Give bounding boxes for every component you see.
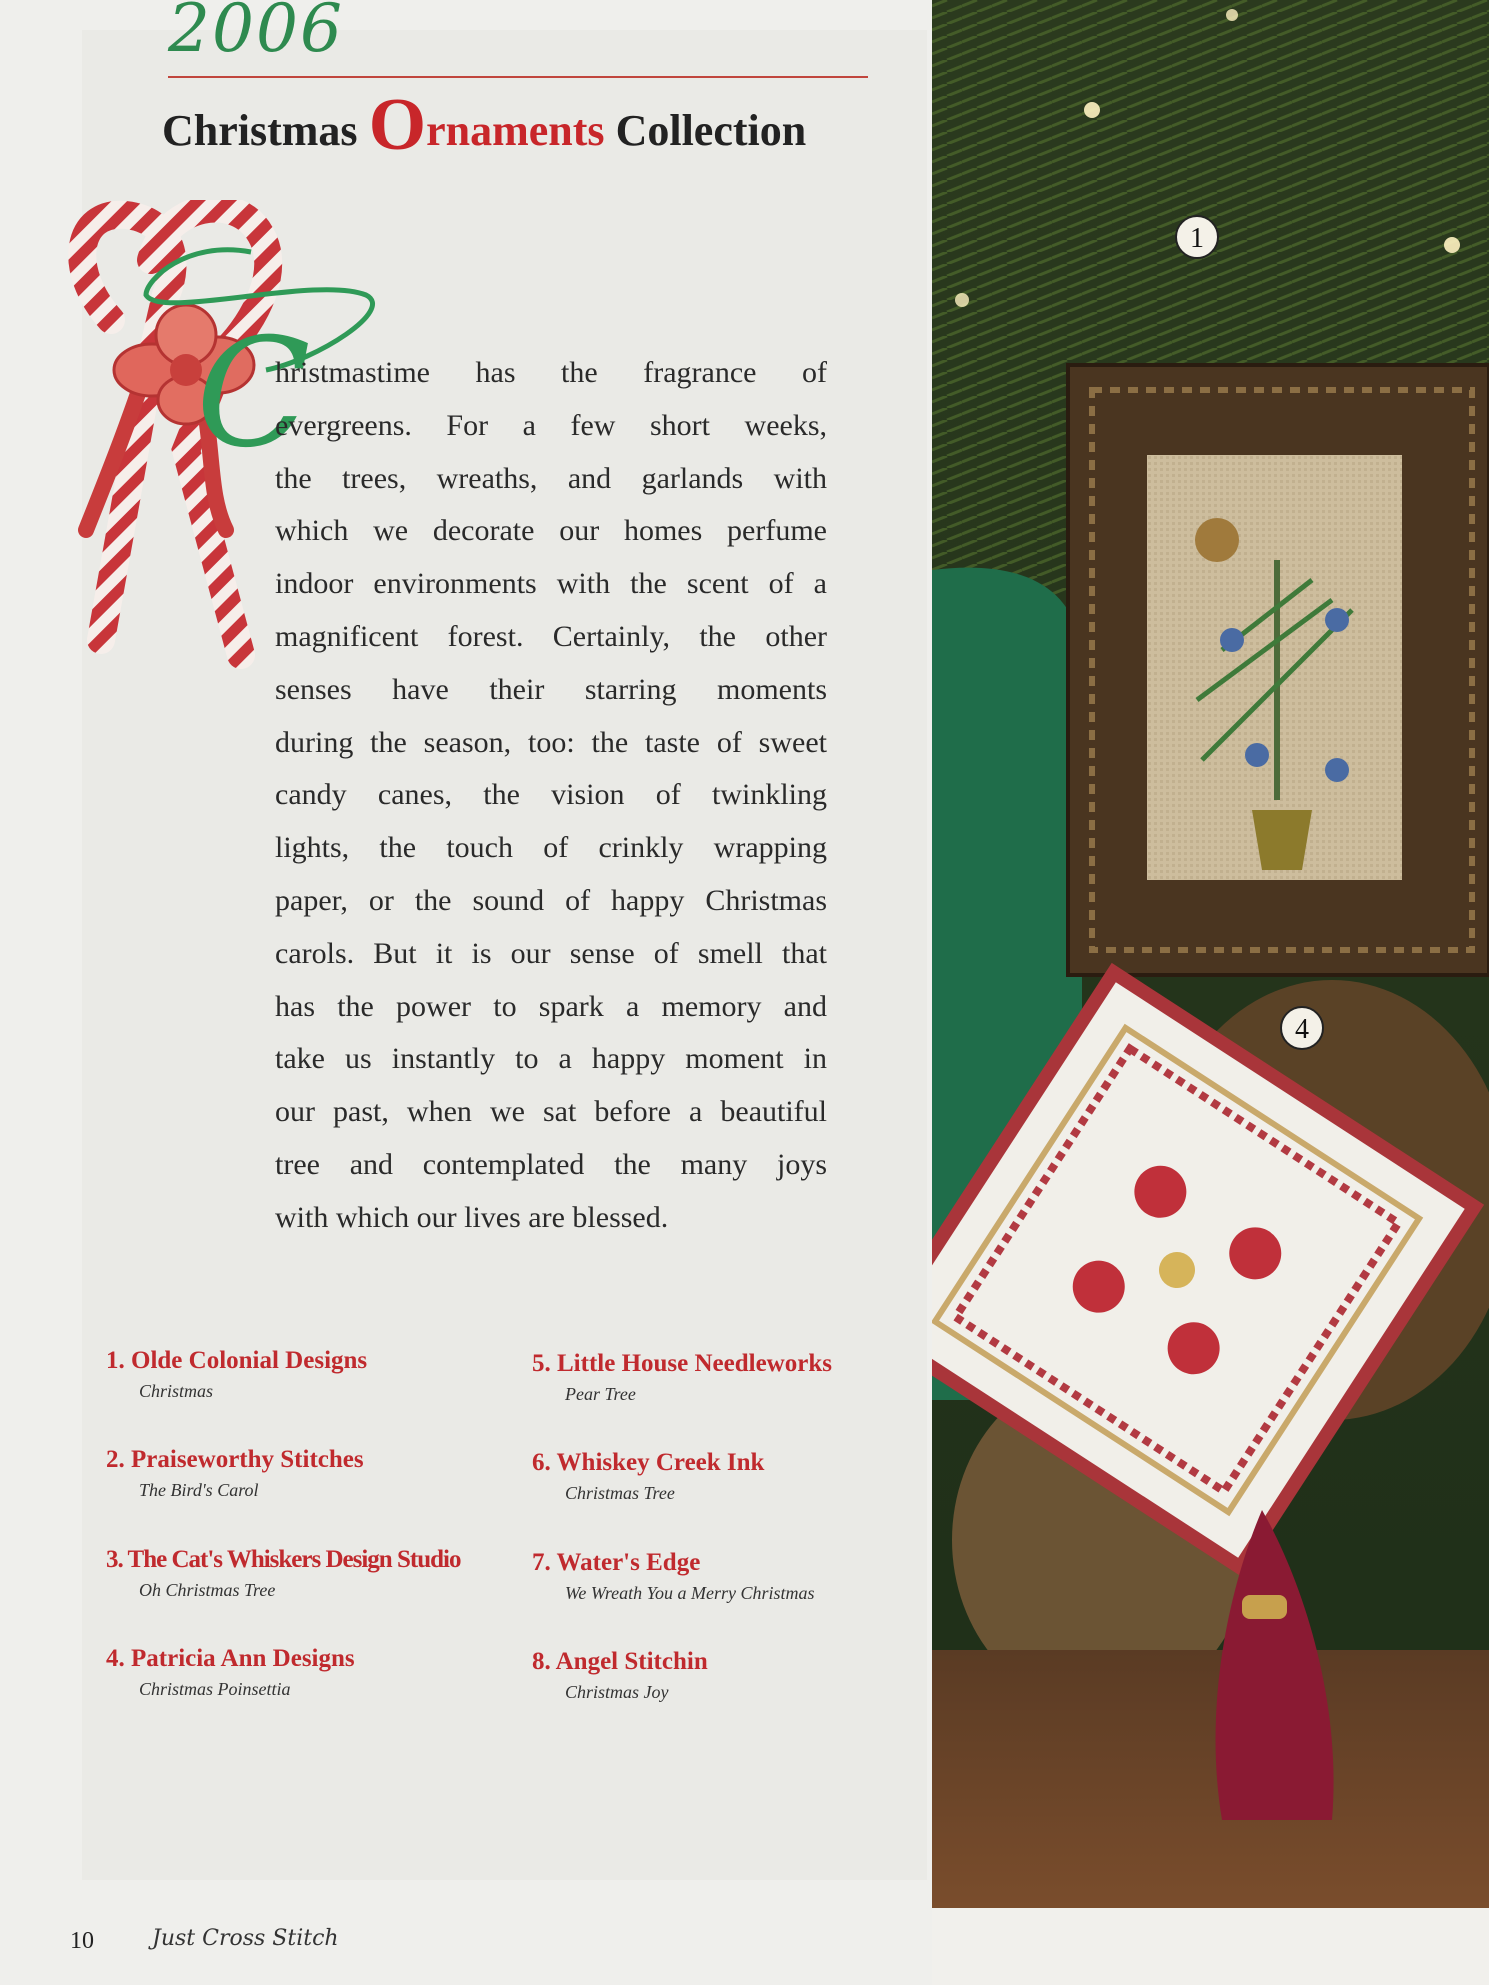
drop-cap-letter: C	[196, 307, 311, 481]
year-heading: 2006	[168, 0, 344, 67]
designer-item-3	[106, 1546, 460, 1601]
intro-line: hristmastime has the fragrance of	[275, 356, 827, 389]
intro-line: carols. But it is our sense of smell that	[275, 936, 827, 970]
photo-marker-label: 1	[1190, 223, 1204, 254]
santa-charm	[1195, 518, 1239, 562]
page-title	[162, 84, 902, 166]
intro-line: our past, when we sat before a beautiful	[275, 1095, 827, 1129]
intro-line: candy canes, the vision of twinkling	[275, 778, 827, 812]
page-number: 10	[70, 1928, 94, 1954]
intro-line: with which our lives are blessed.	[275, 1200, 669, 1234]
designer-item-1	[106, 1347, 367, 1402]
designer-name: 3. The Cat's Whiskers Design Studio	[106, 1546, 461, 1573]
intro-paragraph	[275, 347, 827, 1245]
design-title: Christmas Tree	[565, 1483, 675, 1503]
designer-item-2	[106, 1446, 364, 1501]
intro-line: magnificent forest. Certainly, the other	[275, 619, 827, 653]
title-rule	[168, 76, 868, 78]
intro-line: lights, the touch of crinkly wrapping	[275, 831, 827, 865]
intro-line: indoor environments with the scent of a	[275, 567, 827, 601]
intro-line: take us instantly to a happy moment in	[275, 1042, 827, 1076]
designer-item-7	[532, 1549, 815, 1604]
designer-name: 5. Little House Needleworks	[532, 1350, 832, 1377]
design-title: We Wreath You a Merry Christmas	[565, 1583, 815, 1603]
magazine-name: Just Cross Stitch	[152, 1926, 339, 1951]
ornaments-photo	[932, 0, 1489, 1908]
intro-line: paper, or the sound of happy Christmas	[275, 883, 827, 917]
intro-line: tree and contemplated the many joys	[275, 1147, 827, 1181]
wooden-table	[932, 1650, 1489, 1908]
intro-line: evergreens. For a few short weeks,	[275, 408, 827, 442]
design-title: Oh Christmas Tree	[139, 1580, 276, 1600]
design-title: Christmas Poinsettia	[139, 1679, 291, 1699]
designer-name: 4. Patricia Ann Designs	[106, 1645, 355, 1672]
designer-name: 8. Angel Stitchin	[532, 1648, 708, 1675]
intro-line: senses have their starring moments	[275, 672, 827, 706]
designer-item-8	[532, 1648, 708, 1703]
designer-name: 7. Water's Edge	[532, 1549, 701, 1576]
design-title: Pear Tree	[565, 1384, 636, 1404]
intro-line: has the power to spark a memory and	[275, 989, 827, 1023]
intro-line: the trees, wreaths, and garlands with	[275, 461, 827, 495]
intro-line: which we decorate our homes perfume	[275, 514, 827, 548]
designer-item-5	[532, 1350, 832, 1405]
title-prefix: Christmas	[162, 106, 358, 155]
photo-bottom-margin	[932, 1908, 1489, 1985]
title-ornaments: Ornaments	[368, 84, 605, 166]
title-suffix: Collection	[615, 106, 807, 155]
design-title: Christmas Joy	[565, 1682, 669, 1702]
photo-marker-label: 4	[1295, 1014, 1309, 1045]
designer-item-4	[106, 1645, 355, 1700]
designer-name: 1. Olde Colonial Designs	[106, 1347, 368, 1374]
design-title: The Bird's Carol	[139, 1480, 259, 1500]
designer-name: 2. Praiseworthy Stitches	[106, 1446, 364, 1473]
designer-item-6	[532, 1449, 764, 1504]
design-title: Christmas	[139, 1381, 214, 1401]
designer-name: 6. Whiskey Creek Ink	[532, 1449, 765, 1476]
intro-line: during the season, too: the taste of sweet	[275, 725, 827, 759]
